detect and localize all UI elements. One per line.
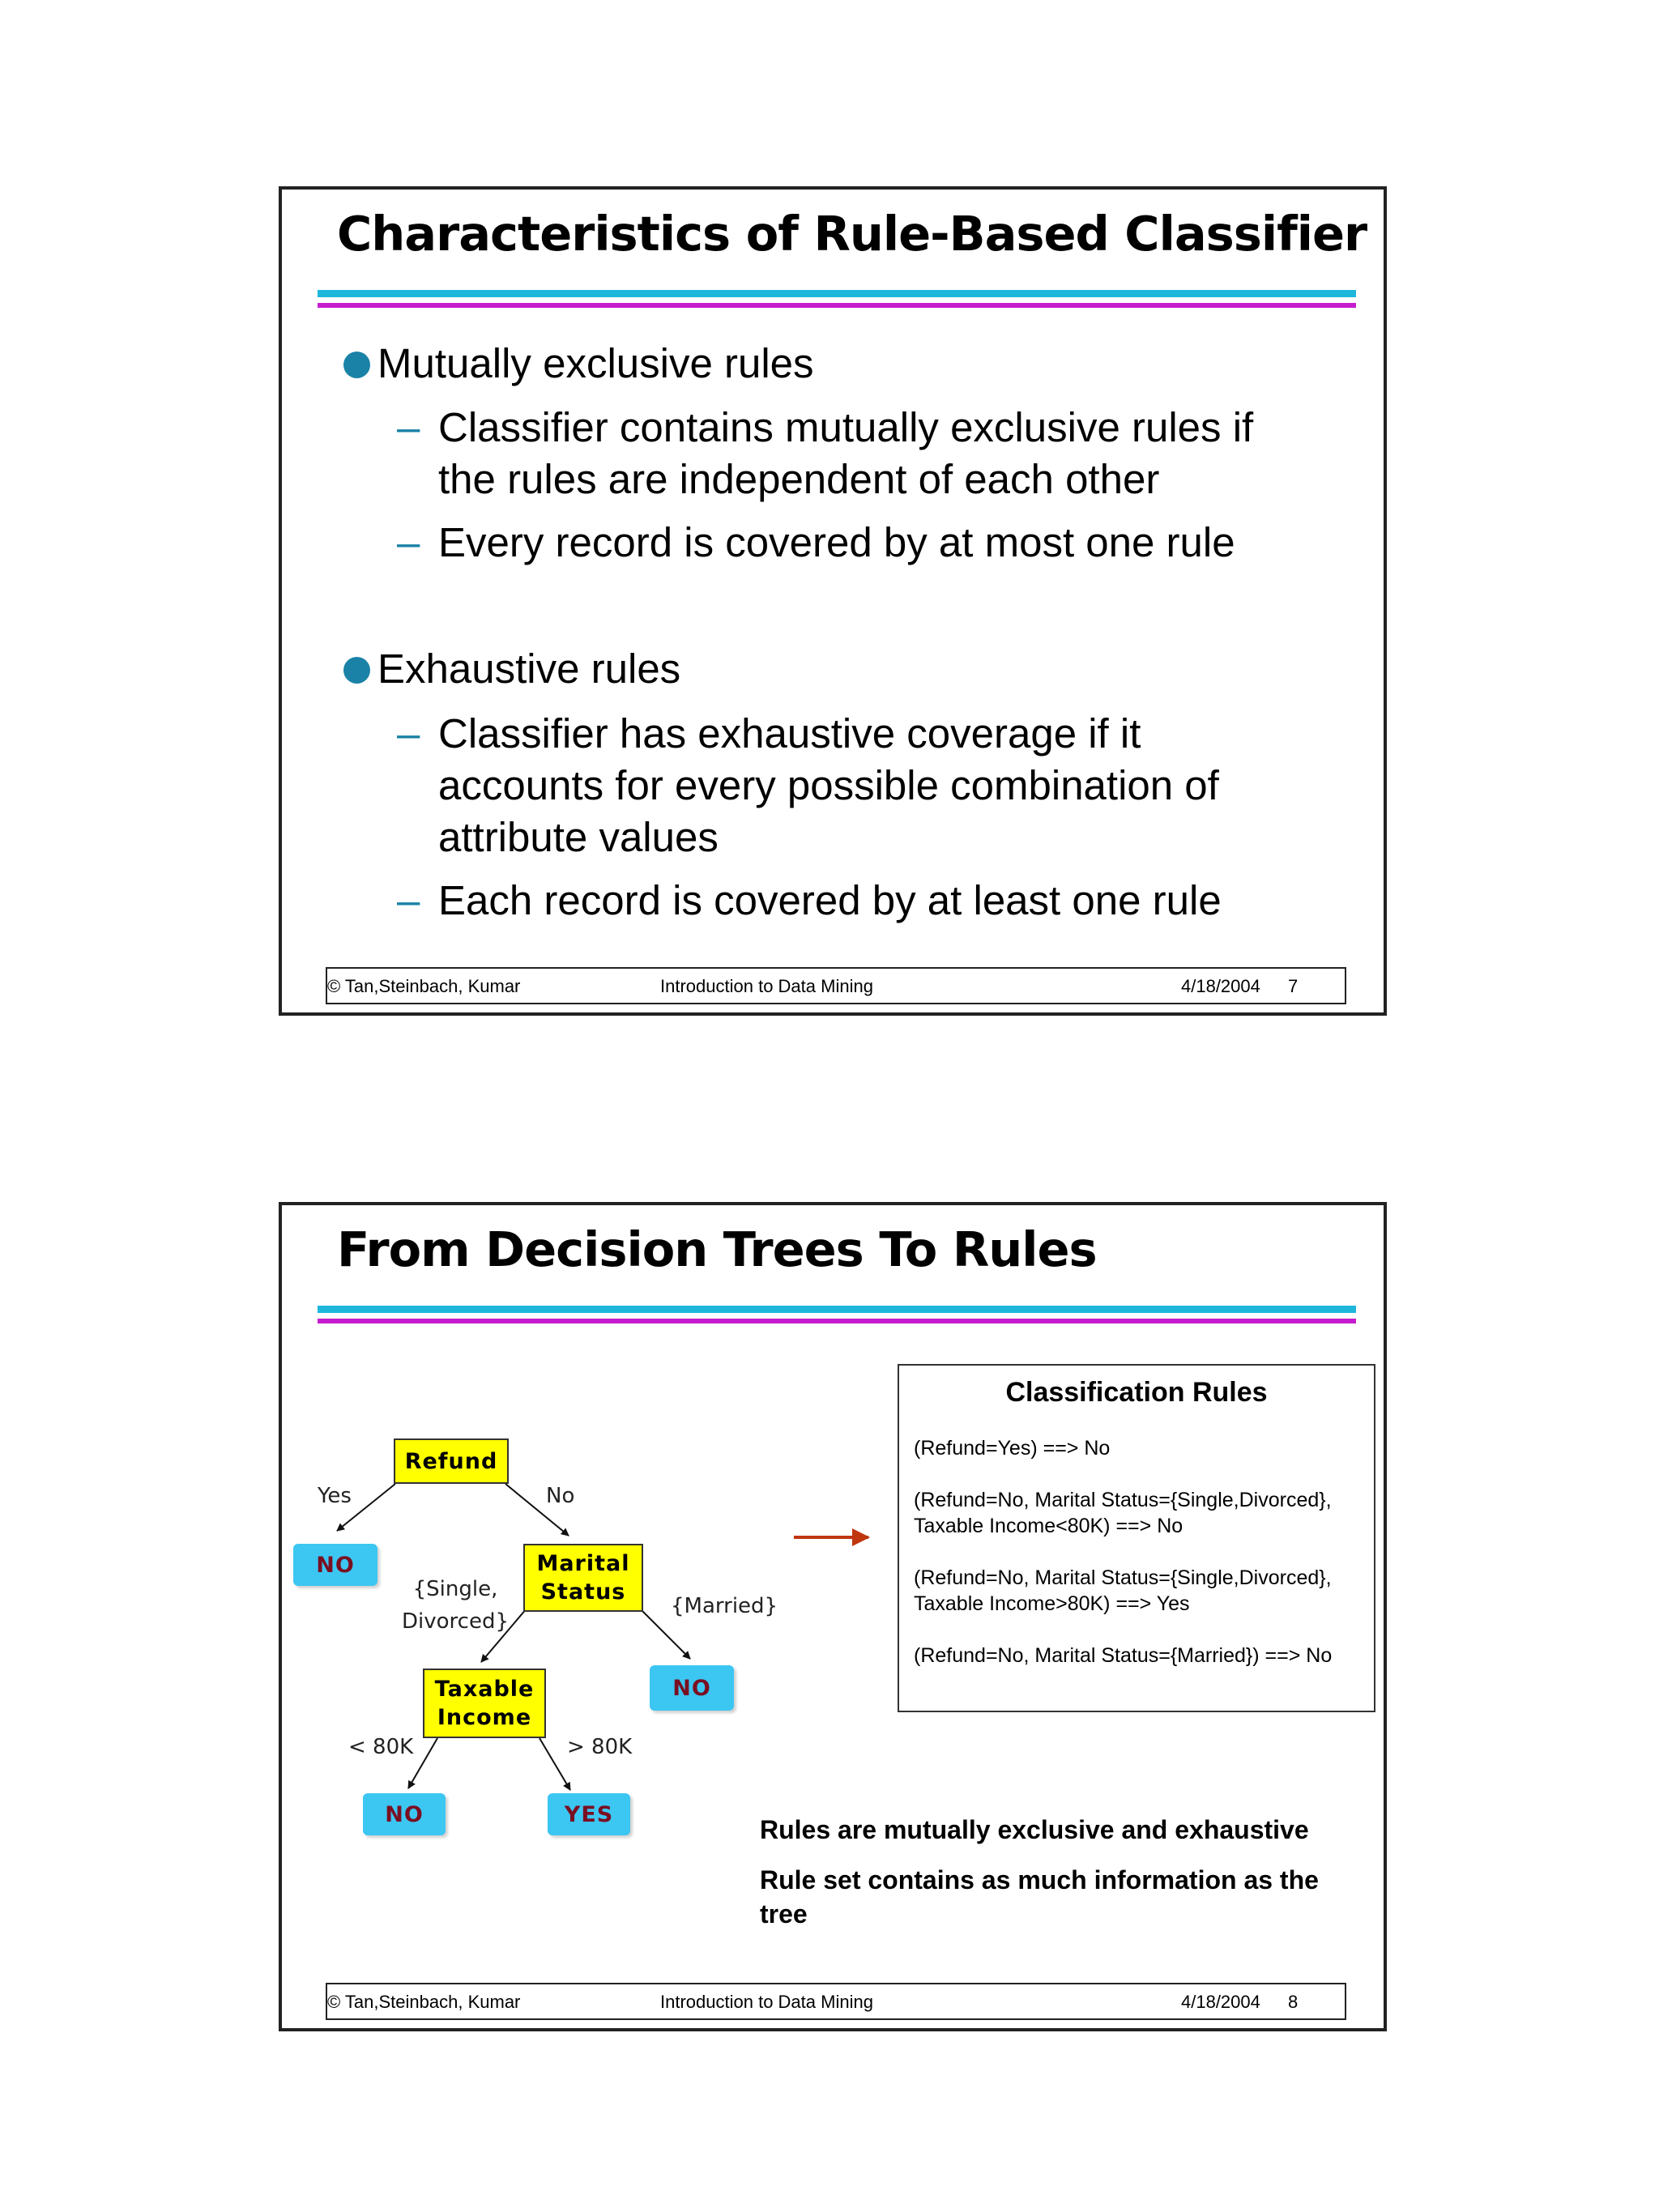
rule-line: Taxable Income>80K) ==> Yes <box>914 1592 1190 1615</box>
edge-label-line: {Single, <box>412 1577 498 1601</box>
edge-label-no: No <box>546 1484 575 1508</box>
edge-label-single-divorced <box>402 1573 509 1638</box>
leaf-refund-yes: NO <box>293 1544 377 1586</box>
leaf-married: NO <box>650 1665 734 1711</box>
slide-title: Characteristics of Rule-Based Classifier <box>337 206 1367 262</box>
edge-label-line: Divorced} <box>402 1609 509 1634</box>
leaf-income-low: NO <box>363 1793 446 1835</box>
sub-bullet-line: Classifier has exhaustive coverage if it <box>438 710 1141 757</box>
note-mutually-exclusive: Rules are mutually exclusive and exhaustive <box>760 1815 1309 1844</box>
footer-course: Introduction to Data Mining <box>660 976 873 996</box>
footer-date: 4/18/2004 <box>1181 976 1260 996</box>
sub-bullet-line: the rules are independent of each other <box>438 456 1160 502</box>
dash-icon: – <box>397 877 420 923</box>
node-label <box>536 1549 629 1606</box>
dash-icon: – <box>397 519 420 565</box>
slide-title: From Decision Trees To Rules <box>337 1221 1097 1277</box>
rules-title: Classification Rules <box>1005 1377 1268 1408</box>
rule-line: (Refund=No, Marital Status={Single,Divorced}, <box>914 1566 1332 1589</box>
edge-taxable-high <box>539 1738 570 1790</box>
node-label-line: Taxable <box>434 1677 535 1702</box>
leaf-income-high: YES <box>548 1793 630 1835</box>
dash-icon: – <box>397 710 420 757</box>
footer-course: Introduction to Data Mining <box>660 1992 873 2012</box>
sub-bullet-line: Each record is covered by at least one rule <box>438 877 1222 923</box>
tree-node-taxable-income <box>423 1669 546 1738</box>
tree-node-refund <box>394 1438 509 1484</box>
footer-page-number: 8 <box>1288 1992 1299 2012</box>
edge-label-married: {Married} <box>671 1594 778 1618</box>
bullet-mutually-exclusive: Mutually exclusive rules <box>377 340 814 386</box>
tree-node-marital-status <box>523 1544 643 1612</box>
node-label-line: Status <box>540 1579 626 1605</box>
footer-copyright: © Tan,Steinbach, Kumar <box>327 976 521 996</box>
edge-label-yes: Yes <box>318 1484 352 1508</box>
note-rule-set-line: tree <box>760 1899 808 1929</box>
footer-page-number: 7 <box>1288 976 1299 996</box>
edge-label-less-80k: < 80K <box>348 1735 414 1759</box>
slide-8 <box>279 1202 1387 2031</box>
rule-line: Taxable Income<80K) ==> No <box>914 1515 1183 1537</box>
footer-copyright: © Tan,Steinbach, Kumar <box>327 1992 521 2012</box>
sub-bullet-line: attribute values <box>438 814 719 860</box>
rule-line: (Refund=No, Marital Status={Married}) ==> No <box>914 1644 1333 1667</box>
slide-footer <box>326 967 1346 1004</box>
bullet-exhaustive: Exhaustive rules <box>377 646 681 692</box>
edge-label-greater-80k: > 80K <box>567 1735 633 1759</box>
rule-line: (Refund=No, Marital Status={Single,Divorced}, <box>914 1489 1332 1511</box>
title-underline-magenta <box>318 303 1356 308</box>
rule-line: (Refund=Yes) ==> No <box>914 1437 1111 1460</box>
slide-7 <box>279 186 1387 1016</box>
sub-bullet-line: Classifier contains mutually exclusive rules if <box>438 404 1254 450</box>
node-label-line: Income <box>437 1705 532 1730</box>
node-label: Refund <box>404 1448 498 1474</box>
dash-icon: – <box>397 404 420 450</box>
slide-footer <box>326 1983 1346 2020</box>
note-rule-set-line: Rule set contains as much information as the <box>760 1865 1319 1894</box>
sub-bullet-line: accounts for every possible combination of <box>438 762 1219 808</box>
classification-rules-box <box>898 1364 1375 1712</box>
bullet-dot-icon <box>343 657 370 684</box>
title-underline-cyan <box>318 290 1356 297</box>
node-label <box>435 1675 535 1732</box>
footer-date: 4/18/2004 <box>1181 1992 1260 2012</box>
bullet-dot-icon <box>343 352 370 378</box>
node-label-line: Marital <box>536 1551 630 1576</box>
sub-bullet-line: Every record is covered by at most one rule <box>438 519 1235 565</box>
